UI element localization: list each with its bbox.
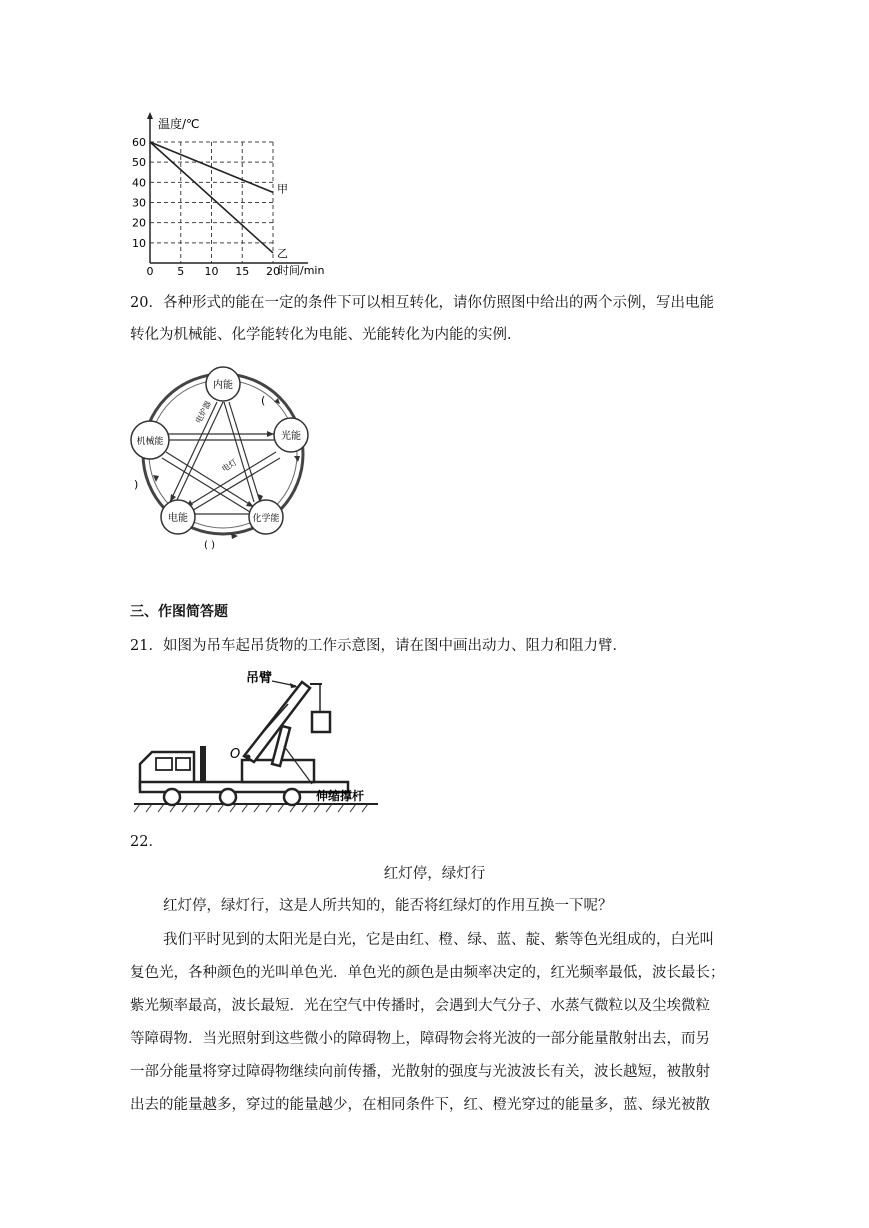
q22-p2-line-1: 我们平时见到的太阳光是白光，它是由红、橙、绿、蓝、靛、紫等色光组成的，白光叫: [163, 932, 714, 948]
exhaust-pipe: [200, 746, 206, 782]
blank-3: ( ): [204, 540, 215, 551]
x-tick-label: 10: [204, 265, 219, 278]
svg-text:机械能: 机械能: [136, 437, 164, 447]
cargo-box: [312, 712, 330, 732]
svg-text:化学能: 化学能: [252, 514, 280, 524]
blank-2: ): [134, 478, 139, 491]
svg-text:内能: 内能: [213, 380, 233, 391]
q22-title: 红灯停，绿灯行: [383, 866, 486, 882]
x-tick-label: 0: [146, 265, 154, 278]
svg-text:光能: 光能: [281, 431, 301, 442]
q22-p2-line-5: 一部分能量将穿过障碍物继续向前传播，光散射的强度与光波波长有关，波长越短，被散射: [130, 1064, 710, 1080]
q21-text: 21．如图为吊车起吊货物的工作示意图，请在图中画出动力、阻力和阻力臂．: [130, 638, 627, 654]
q20-line-2: 转化为机械能、化学能转化为电能、光能转化为内能的实例．: [130, 327, 522, 343]
y-tick-label: 60: [132, 136, 146, 149]
y-tick-labels: [132, 136, 146, 250]
y-axis-arrow: [147, 112, 153, 119]
y-axis-label: 温度/℃: [158, 117, 200, 131]
boom-label: 吊臂: [246, 671, 273, 686]
x-axis-label: 时间/min: [278, 264, 325, 277]
graph-grid: [150, 142, 273, 263]
cab-window: [156, 758, 172, 770]
x-tick-label: 15: [235, 265, 250, 278]
series-label: 甲: [277, 182, 288, 196]
series-label: 乙: [277, 246, 288, 260]
q22-number: 22．: [130, 834, 163, 850]
q22-paragraph-1: 红灯停，绿灯行，这是人所共知的，能否将红绿灯的作用互换一下呢？: [163, 898, 613, 914]
temperature-graph: [130, 108, 350, 278]
edge-label-furnace: 电炉器: [193, 399, 214, 425]
node-electric-energy: [161, 500, 195, 534]
node-chemical-energy: [249, 500, 283, 534]
q22-p2-line-3: 紫光频率最高，波长最短．光在空气中传播时，会遇到大气分子、水蒸气微粒以及尘埃微粒: [130, 998, 710, 1014]
x-tick-label: 20: [266, 265, 280, 278]
crane-diagram: [132, 664, 382, 822]
series-labels: [277, 182, 288, 260]
y-tick-label: 20: [132, 216, 146, 230]
section-title: 三、作图简答题: [130, 604, 228, 620]
blank-1: (: [261, 394, 266, 407]
svg-text:电能: 电能: [168, 513, 188, 524]
y-tick-label: 10: [132, 236, 146, 250]
pivot-point: [246, 755, 251, 760]
node-light-energy: [274, 418, 308, 452]
y-tick-label: 30: [132, 196, 146, 210]
y-tick-label: 40: [132, 176, 146, 190]
node-internal-energy: [206, 367, 240, 401]
q22-p2-line-6: 出去的能量越多，穿过的能量越少，在相同条件下，红、橙光穿过的能量多，蓝、绿光被散: [130, 1097, 710, 1113]
q22-p2-line-2: 复色光，各种颜色的光叫单色光．单色光的颜色是由频率决定的，红光频率最低，波长最长；: [130, 965, 725, 981]
rod-label: 伸缩撑杆: [316, 789, 365, 803]
q22-p2-line-4: 等障碍物．当光照射到这些微小的障碍物上，障碍物会将光波的一部分能量散射出去，而另: [130, 1031, 710, 1047]
energy-conversion-diagram: [128, 362, 318, 554]
edge-label-lamp: 电灯: [220, 457, 239, 474]
x-tick-label: 5: [177, 265, 185, 278]
node-mechanical-energy: [131, 421, 169, 459]
x-tick-labels: [147, 265, 281, 278]
q20-line-1: 20．各种形式的能在一定的条件下可以相互转化，请你仿照图中给出的两个示例，写出电能: [130, 295, 714, 311]
y-tick-label: 50: [132, 156, 146, 170]
pivot-label: O: [230, 747, 241, 762]
temperature-graph-svg: [130, 108, 350, 278]
